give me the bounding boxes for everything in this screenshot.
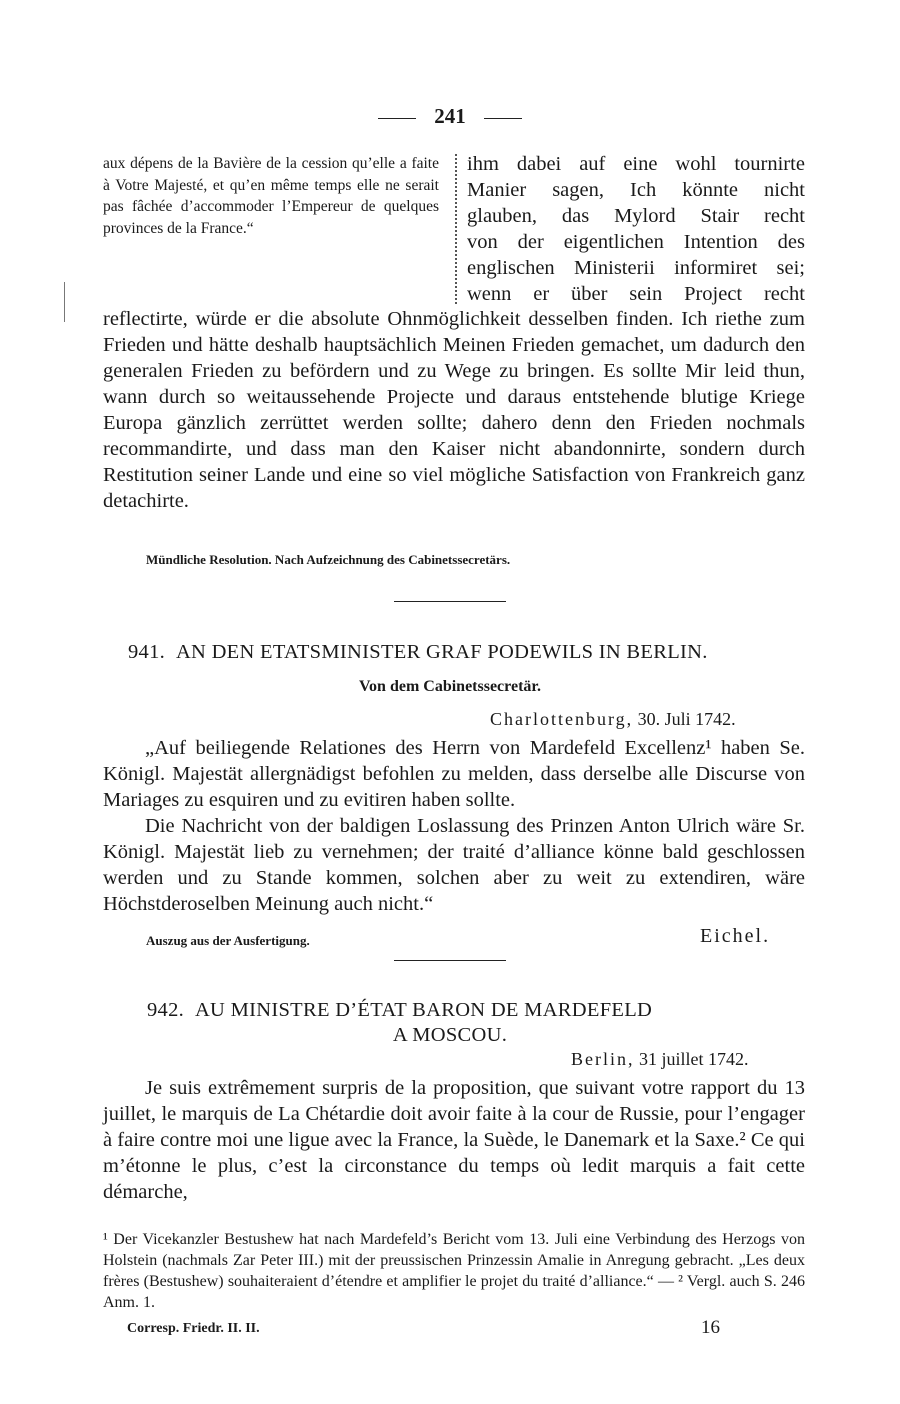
page-number-dash-left [378, 118, 416, 119]
letter-title: AU MINISTRE D’ÉTAT BARON DE MARDEFELD [194, 999, 653, 1021]
right-column-line: wenn er über sein Project recht [467, 283, 805, 305]
page-number-dash-right [484, 118, 522, 119]
dateline-date: 31 juillet 1742. [639, 1049, 749, 1069]
dateline-place: Charlottenburg, [490, 709, 634, 729]
letter-number: 941. [128, 641, 166, 663]
section-rule [394, 601, 506, 602]
right-column-line: ihm dabei auf eine wohl tournirte [467, 153, 805, 175]
dateline-place: Berlin, [571, 1049, 635, 1069]
letter-942-paragraph-1: Je suis extrêmement surpris de la proposition, que suivant votre rapport du 13 juillet, le marquis de La Chétardie doit avoir faite à la cour de Russie, pour l’engager à faire contre moi une ligue avec la France, la Suède, le Danemark et la Saxe.² Ce qui m’étonne le plus, c’est la circonstance du temps où ledit marquis a fait cette démarche, [103, 1077, 805, 1203]
footer-signature: Corresp. Friedr. II. II. [127, 1321, 260, 1336]
letter-941-dateline [490, 709, 780, 730]
letter-942-heading-line-2: A MOSCOU. [392, 1024, 508, 1046]
continuation-paragraph: reflectirte, würde er die absolute Ohnmöglichkeit desselben finden. Ich riethe zum Frieden und hätte deshalb hauptsächlich Meinen Frieden gemachet, um dadurch den generalen Frieden zu befördern und zu Wege zu bringen. Es sollte Mir leid thun, wann durch so weitaussehende Projecte und daraus entstehende blutige Kriege Europa gänzlich zerrüttet werden sollte; dahero denn den Frieden nochmals recommandirte, und dass man den Kaiser nicht abandonnirte, sondern durch Restitution seiner Lande und eine so viel mögliche Satisfaction von Frankreich ganz detachirte. [103, 308, 805, 512]
letter-941-paragraph-2: Die Nachricht von der baldigen Loslassung des Prinzen Anton Ulrich wäre Sr. Königl. Majestät lieb zu vernehmen; der traité d’alliance könne bald geschlossen werden und zu Stande kommen, solchen aber zu weit zu extendiren, wäre Höchstderoselben Meinung auch nicht.“ [103, 815, 805, 915]
footnotes: ¹ Der Vicekanzler Bestushew hat nach Mardefeld’s Bericht vom 13. Juli eine Verbindung des Herzogs von Holstein (nachmals Zar Peter III.) mit der preussischen Prinzessin Amalie in Anregung gebracht. „Les deux frères (Bestushew) souhaiteraient d’étendre et amplifier le projet du traité d’alliance.“ — ² Vergl. auch S. 246 Anm. 1. [103, 1231, 805, 1311]
footer-sheet-number: 16 [701, 1317, 720, 1338]
right-column-line: von der eigentlichen Intention des [467, 231, 805, 253]
letter-number: 942. [147, 999, 185, 1021]
margin-mark [64, 282, 65, 322]
letter-941-paragraph-1: „Auf beiliegende Relationes des Herrn von Mardefeld Excellenz¹ haben Se. Königl. Majestät allergnädigst befohlen zu melden, dass derselbe alle Discurse von Mariages zu esquiren und zu evitiren haben sollte. [103, 737, 805, 811]
section-rule [394, 960, 506, 961]
right-column-text [467, 151, 805, 307]
right-column-line: englischen Ministerii informiret sei; [467, 257, 805, 279]
right-column-line: Manier sagen, Ich könnte nicht [467, 179, 805, 201]
page-number: 241 [0, 104, 900, 129]
left-column-text: aux dépens de la Bavière de la cession qu’elle a faite à Votre Majesté, et qu’en même temps elle ne serait pas fâchée d’accommoder l’Empereur de quelques provinces de la France.“ [103, 155, 439, 237]
letter-941-from: Von dem Cabinetssecretär. [358, 678, 542, 695]
letter-941-heading [128, 641, 828, 664]
letter-942-heading [147, 999, 847, 1022]
dateline-date: 30. Juli 1742. [637, 709, 736, 729]
letter-941-signature: Eichel. [700, 925, 771, 947]
source-note: Mündliche Resolution. Nach Aufzeichnung des Cabinetssecretärs. [146, 552, 511, 567]
letter-941-source: Auszug aus der Ausfertigung. [146, 933, 310, 948]
letter-title: AN DEN ETATSMINISTER GRAF PODEWILS IN BERLIN. [175, 641, 708, 663]
letter-942-dateline [571, 1049, 801, 1070]
column-divider [455, 154, 457, 304]
right-column-line: glauben, das Mylord Stair recht [467, 205, 805, 227]
